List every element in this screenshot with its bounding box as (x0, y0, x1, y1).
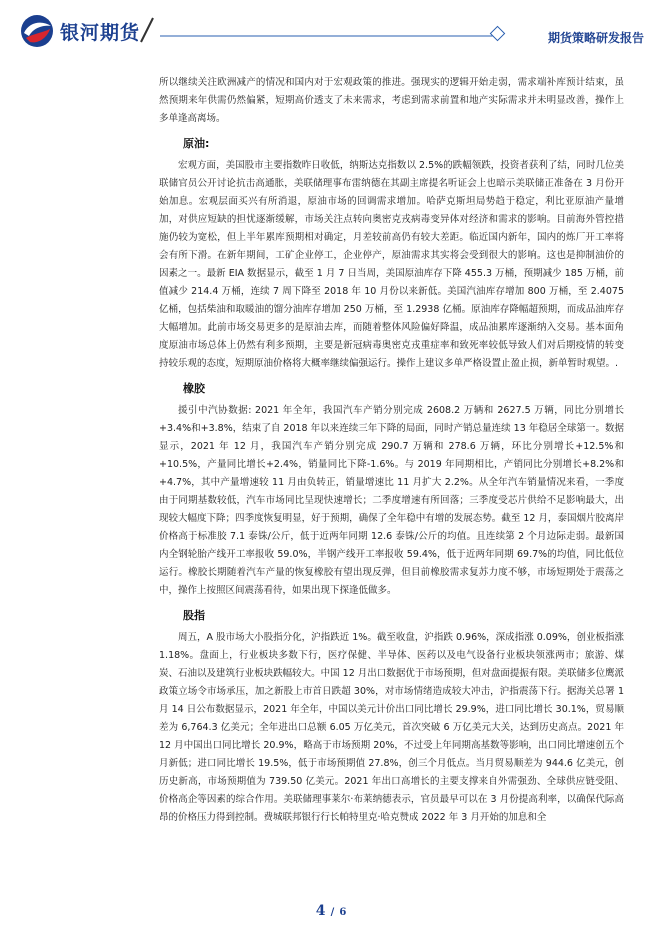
page-header (0, 0, 662, 62)
section-title-rubber: 橡胶 (183, 382, 205, 395)
logo-slash-icon (138, 16, 156, 44)
total-pages: 6 (339, 907, 347, 918)
page-separator: / (330, 907, 335, 918)
section-title-stock-index: 股指 (183, 609, 205, 622)
report-type-title: 期货策略研发报告 (547, 31, 644, 45)
current-page-number: 4 (315, 903, 326, 919)
section-title-crude-oil: 原油: (183, 137, 210, 150)
header-diamond-icon (490, 26, 506, 42)
report-body (159, 74, 624, 827)
section-text-stock-index: 周五，A 股市场大小股指分化，沪指跌近 1%。截至收盘，沪指跌 0.96%，深成指涨 0.09%，创业板指涨 1.18%。盘面上，行业板块多数下行，医疗保健、半导体、医药以及电气设备行业板块领涨两市；旅游、煤炭、石油以及建筑行业板块跌幅较大。中国 12 月出口数据优于市场预期，但对盘面提振有限。美联储多位鹰派政策立场令市场承压，加之新股上市首日跌超 30%，对市场情绪造成较大冲击，沪指震荡下行。据海关总署 1 月 14 日公布数据显示，2021 年全年，中国以美元计价出口同比增长 29.9%，进口同比增长 30.1%，贸易顺差为 6,764.3 亿美元；全年进出口总额 6.05 万亿美元，首次突破 6 万亿美元大关，达到历史高点。2021 年 12 月中国出口同比增长 20.9%，略高于市场预期 20%，不过受上年同期高基数等影响，出口同比增速创五个月新低；进口同比增长 19.5%，低于市场预期值 27.8%，创三个月低点。当月贸易顺差为 944.6 亿美元，创历史新高，市场预期值为 739.50 亿美元。2021 年出口高增长的主要支撑来自外需强劲、全球供应链受阻、价格高企等因素的综合作用。美联储理事莱尔·布莱纳德表示，官员最早可以在 3 月份提高利率，以确保代际高昂的价格压力得到控制。费城联邦银行行长帕特里克·哈克赞成 2022 年 3 月开始的加息和全 (159, 632, 624, 823)
brand-name: 银河期货 (60, 22, 141, 44)
page-number (0, 900, 662, 919)
intro-paragraph: 所以继续关注欧洲减产的情况和国内对于宏观政策的推进。强现实的逻辑开始走弱，需求端补库预计结束，虽然预期来年供需仍然偏紧，短期高价透支了未来需求，考虑到需求前置和地产实际需求并未明显改善，操作上多单逢高离场。 (159, 77, 624, 124)
section-text-crude-oil: 宏观方面，美国股市主要指数昨日收低，纳斯达克指数以 2.5%的跌幅领跌，投资者获利了结，同时几位美联储官员公开讨论抗击高通胀，美联储理事布雷纳德在其副主席提名听证会上也暗示美联储正准备在 3 月份开始加息。宏观层面买兴有所消退，原油市场的回调需求增加。哈萨克斯坦局势趋于稳定，利比亚原油产量增加，对供应短缺的担忧逐渐缓解，市场关注点转向奥密克戎病毒变异体对经济和需求的影响。目前海外管控措施仍较为宽松，但上半年累库预期相对确定，月差较前高仍有较大差距。临近国内新年，国内的炼厂开工率将会有所下滑。在新年期间，工矿企业停工，企业停产，原油需求其实将会受到很大的影响。这也是抑制油价的因素之一。最新 EIA 数据显示，截至 1 月 7 日当周，美国原油库存下降 455.3 万桶，预期减少 185 万桶，前值减少 214.4 万桶，连续 7 周下降至 2018 年 10 月份以来新低。美国汽油库存增加 800 万桶，至 2.4075 亿桶，包括柴油和取暖油的馏分油库存增加 250 万桶，至 1.2938 亿桶。原油库存降幅超预期，而成品油库存大幅增加。此前市场交易更多的是原油去库，而随着整体风险偏好降温，成品油累库逐渐纳入交易。基本面角度原油市场总体上仍然有利多预期，主要是新冠病毒奥密克戎重症率和致死率较低导致人们对后期疫情的转变持较乐观的态度，短期原油价格将大概率继续偏强运行。操作上建议多单严格设置止盈止损，新单暂时观望。. (159, 160, 624, 369)
section-text-rubber: 援引中汽协数据: 2021 年全年，我国汽车产销分别完成 2608.2 万辆和 2627.5 万辆，同比分别增长+3.4%和+3.8%，结束了自 2018 年以来连续三年下降的局面，同时产销总量连续 13 年稳居全球第一。数据显示，2021 年 12 月，我国汽车产销分别完成 290.7 万辆和 278.6 万辆，环比分别增长+12.5%和+10.5%，产量同比增长+2.4%，销量同比下降-1.6%。与 2019 年同期相比，产销同比分别增长+8.2%和+4.7%，其中产量增速较 11 月由负转正，销量增速比 11 月扩大 2.2%。从全年汽车销量情况来看，一季度由于同期基数较低，汽车市场同比呈现快速增长；二季度增速有所回落；三季度受芯片供给不足影响最大，出现较大幅度下降；四季度恢复明显，好于预期，确保了全年稳中有增的发展态势。截至 12 月，泰国烟片胶离岸价格高于标准胶 7.1 泰铢/公斤，低于近两年同期 12.6 泰铢/公斤的均值。且连续第 2 个月边际走弱。最新国内全钢轮胎产线开工率报收 59.0%，半钢产线开工率报收 59.4%，低于近两年同期 69.7%的均值，同比低位运行。橡胶长期随着汽车产量的恢复橡胶有望出现反弹，但目前橡胶需求复苏力度不够，市场短期处于震荡之中，操作上按照区间震荡看待，如果出现下探逢低做多。 (159, 405, 624, 596)
header-divider (160, 34, 500, 38)
galaxy-logo-icon (20, 14, 54, 48)
